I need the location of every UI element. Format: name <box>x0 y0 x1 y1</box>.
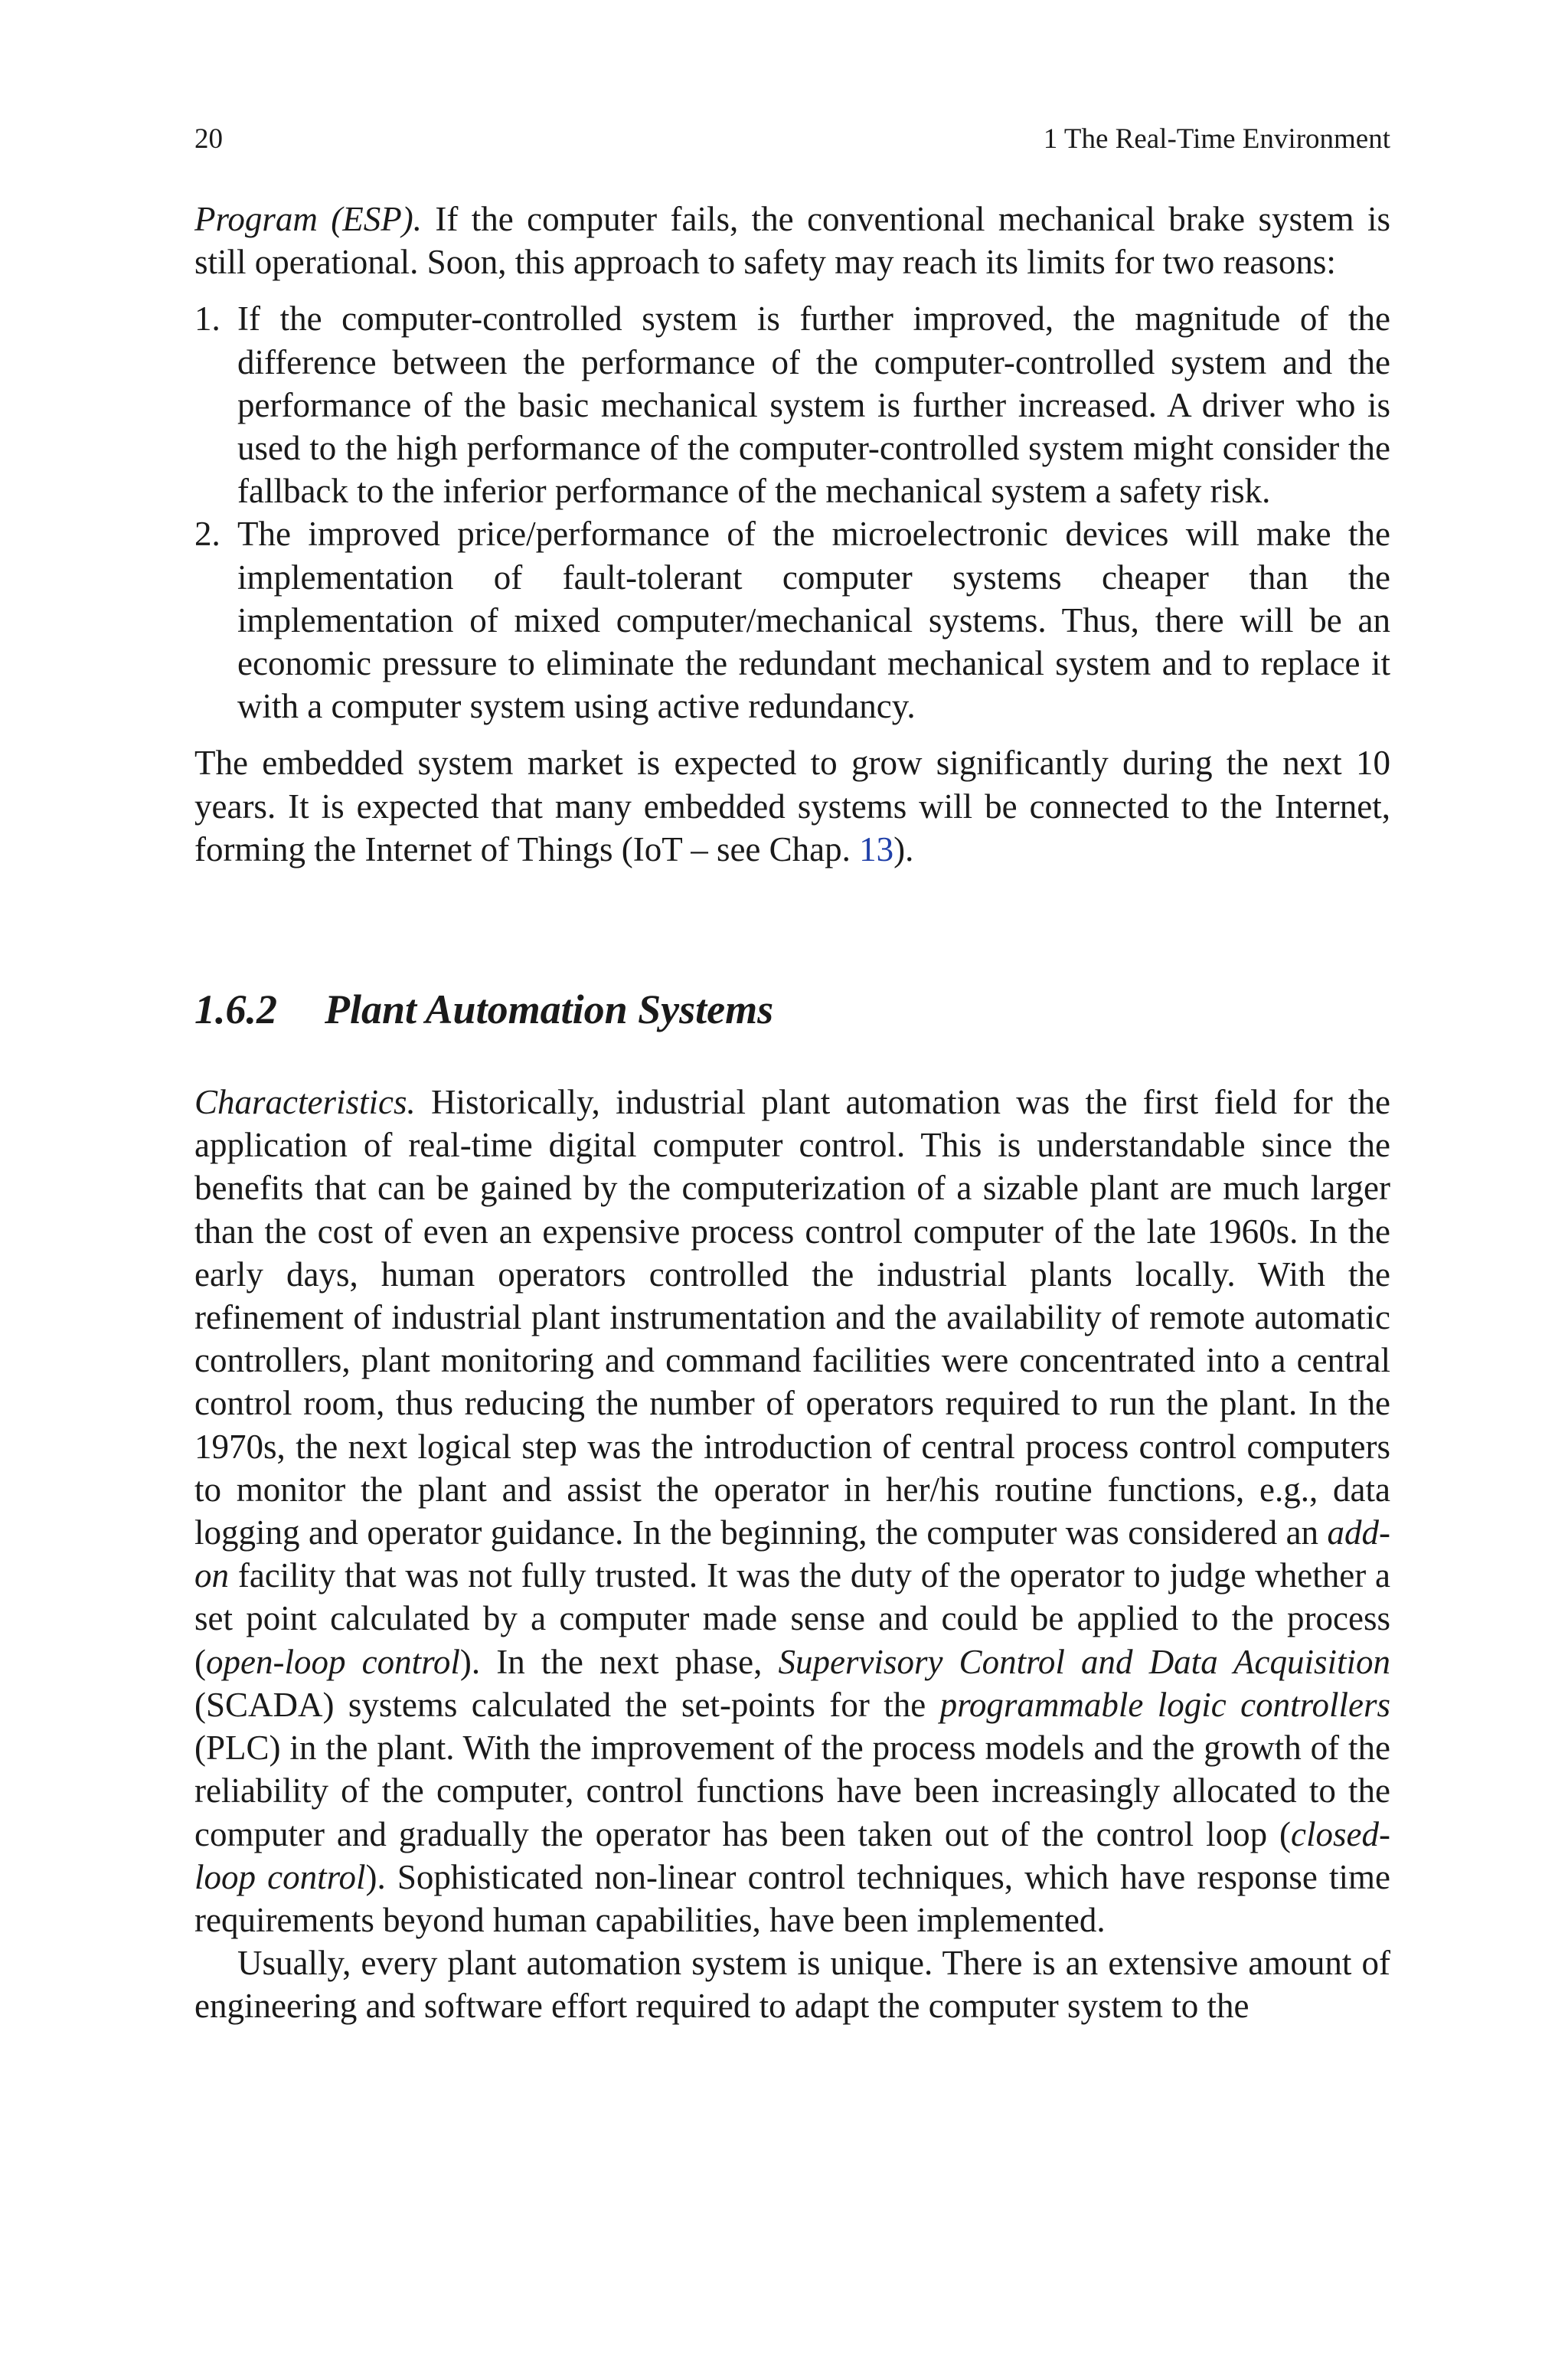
emphasis: Supervisory Control and Data Acquisition <box>778 1642 1390 1681</box>
emphasis: open-loop control <box>206 1642 460 1681</box>
section-heading <box>194 986 1390 1033</box>
list-item-number: 1. <box>194 299 220 339</box>
list-item-text: The improved price/performance of the microelectronic devices will make the implementation of fault-tolerant computer systems cheaper than the implementation of mixed computer/mechanical systems. Thus, there will be an economic pressure to eliminate the redundant mechanical system and to replace it with a computer system using active redundancy. <box>237 515 1390 726</box>
closing-paragraph: Usually, every plant automation system is unique. There is an extensive amount of engineering and software effort required to adapt the computer system to the <box>194 1944 1390 2026</box>
body-text: ). In the next phase, <box>459 1642 779 1681</box>
emphasis: closed-loop control <box>194 1814 1390 1896</box>
body-text: facility that was not fully trusted. It was the duty of the operator to judge whether a set point calculated by a computer made sense and could be applied to the process ( <box>194 1556 1390 1681</box>
emphasis: add-on <box>194 1513 1390 1595</box>
running-head <box>194 123 1390 156</box>
emphasis: programmable logic controllers <box>939 1685 1390 1724</box>
intro-paragraph <box>194 198 1390 283</box>
market-text-end: ). <box>893 829 914 868</box>
chapter-title: 1 The Real-Time Environment <box>1043 123 1390 155</box>
body-text: Historically, industrial plant automation was the first field for the application of real-time digital computer control. This is understandable since the benefits that can be gained by the computerization of a sizable plant are much larger than the cost of even an expensive process control computer of the late 1960s. In the early days, human operators controlled the industrial plants locally. With the refinement of industrial plant instrumentation and the availability of remote automatic controllers, plant monitoring and command facilities were concentrated into a central control room, thus reducing the number of operators required to run the plant. In the 1970s, the next logical step was the introduction of central process control computers to monitor the plant and assist the operator in her/his routine functions, e.g., data logging and operator guidance. In the beginning, the computer was considered an <box>194 1083 1390 1552</box>
section-number: 1.6.2 <box>194 986 277 1033</box>
body-text: (SCADA) systems calculated the set-points for the <box>194 1685 940 1724</box>
market-paragraph <box>194 741 1390 871</box>
market-text: The embedded system market is expected to grow significantly during the next 10 years. It is expected that many embedded systems will be connected to the Internet, forming the Internet of Things (IoT – see Chap. <box>194 744 1390 868</box>
reasons-list <box>194 297 1390 728</box>
page-number: 20 <box>194 123 223 155</box>
characteristics-paragraph <box>194 1081 1390 1941</box>
intro-text: If the computer fails, the conventional mechanical brake system is still operational. Soon, this approach to safety may reach its limits for two reasons: <box>194 200 1390 282</box>
list-item <box>194 297 1390 512</box>
list-item-text: If the computer-controlled system is further improved, the magnitude of the difference between the performance of the computer-controlled system and the performance of the basic mechanical system is further increased. A driver who is used to the high performance of the computer-controlled system might consider the fallback to the inferior performance of the mechanical system a safety risk. <box>237 299 1390 511</box>
book-page <box>194 123 1390 2028</box>
body-text: ). Sophisticated non-linear control techniques, which have response time requirements beyond human capabilities, have been implemented. <box>194 1857 1390 1939</box>
list-item-number: 2. <box>194 515 220 554</box>
chapter-link[interactable]: 13 <box>859 829 894 868</box>
list-item <box>194 512 1390 728</box>
intro-lead: Program (ESP). <box>194 200 422 238</box>
section-title: Plant Automation Systems <box>325 986 774 1033</box>
characteristics-lead: Characteristics. <box>194 1083 416 1122</box>
body-text: (PLC) in the plant. With the improvement of the process models and the growth of the reliability of the computer, control functions have been increasingly allocated to the computer and gradually the operator has been taken out of the control loop ( <box>194 1729 1390 1853</box>
